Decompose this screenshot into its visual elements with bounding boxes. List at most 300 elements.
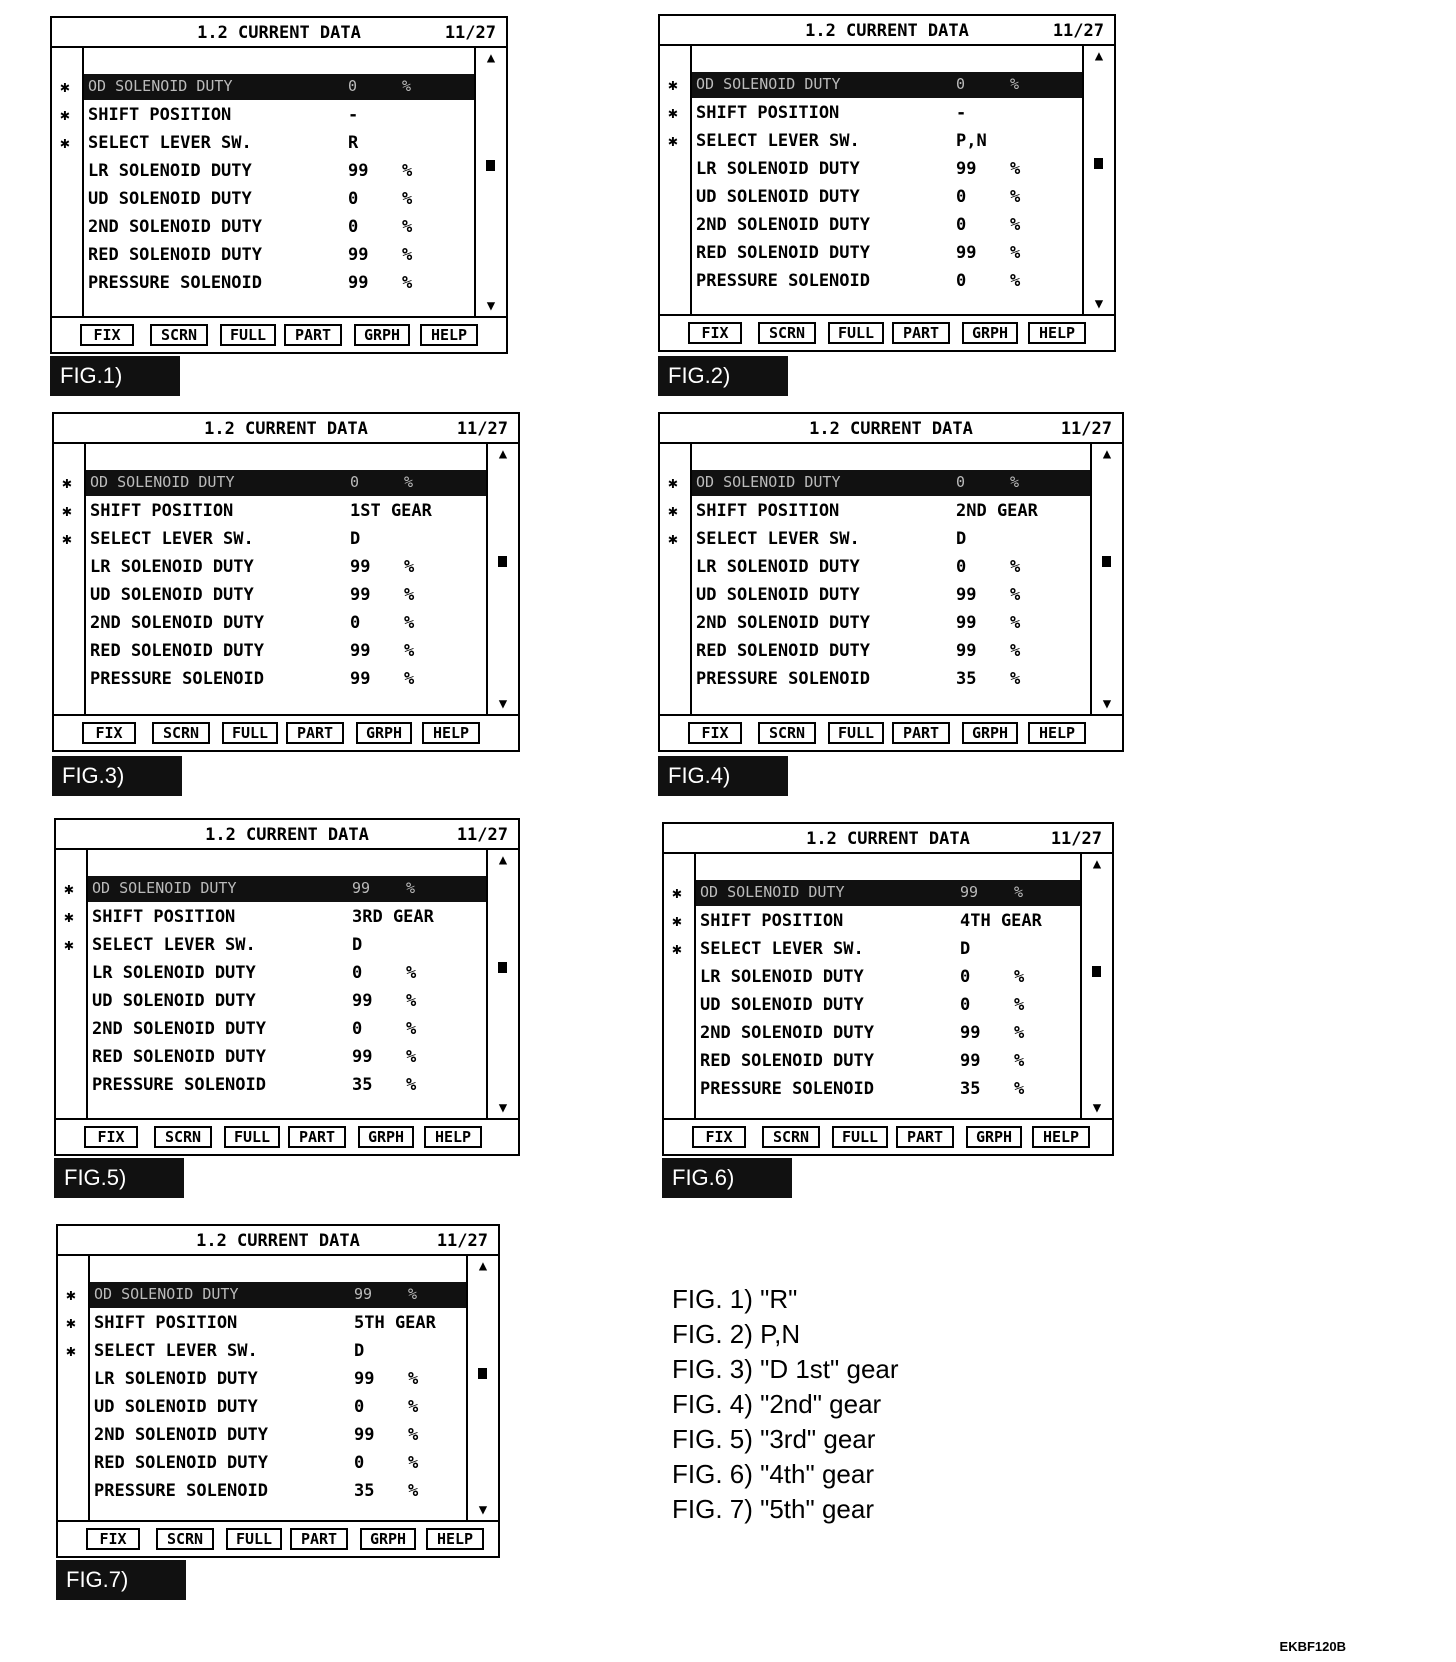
param-name: PRESSURE SOLENOID	[88, 273, 262, 293]
selected-data-row[interactable]	[692, 470, 1090, 496]
param-name: OD SOLENOID DUTY	[696, 473, 841, 491]
fkey-part-button[interactable]: PART	[892, 722, 950, 744]
data-row[interactable]	[88, 932, 486, 958]
data-row[interactable]	[692, 554, 1090, 580]
data-row[interactable]	[86, 610, 486, 636]
data-row[interactable]	[692, 128, 1082, 154]
param-unit: %	[1014, 995, 1025, 1015]
data-row[interactable]	[84, 102, 474, 128]
data-row[interactable]	[90, 1366, 466, 1392]
param-unit: %	[408, 1425, 419, 1445]
data-row[interactable]	[88, 960, 486, 986]
scroll-up-arrow-icon[interactable]: ▲	[1094, 48, 1104, 64]
fkey-scrn-button[interactable]: SCRN	[762, 1126, 820, 1148]
data-row[interactable]	[84, 214, 474, 240]
data-list	[86, 850, 488, 1118]
param-unit: %	[406, 1075, 417, 1095]
scrollbar[interactable]	[476, 48, 506, 316]
fkey-help-button[interactable]: HELP	[426, 1528, 484, 1550]
data-row[interactable]	[84, 186, 474, 212]
param-unit: %	[1010, 613, 1021, 633]
data-row[interactable]	[696, 964, 1080, 990]
legend-item: FIG. 4) "2nd" gear	[672, 1389, 882, 1419]
param-name: 2ND SOLENOID DUTY	[92, 1019, 266, 1039]
scroll-thumb[interactable]	[1094, 158, 1103, 169]
param-value: 99	[354, 1285, 373, 1303]
data-list	[690, 444, 1092, 714]
function-key-bar	[660, 314, 1114, 350]
scan-tool-screen	[662, 822, 1114, 1156]
data-row[interactable]	[692, 156, 1082, 182]
asterisk-marker-icon: ✱	[668, 473, 678, 492]
param-value: 0	[956, 75, 966, 93]
param-value: 0	[354, 1453, 365, 1473]
legend-item: FIG. 7) "5th" gear	[672, 1494, 874, 1524]
data-row[interactable]	[86, 666, 486, 692]
param-value: 0	[350, 613, 361, 633]
param-name: LR SOLENOID DUTY	[696, 557, 860, 577]
asterisk-marker-icon: ✱	[62, 501, 72, 520]
param-name: OD SOLENOID DUTY	[700, 883, 845, 901]
asterisk-marker-icon: ✱	[60, 133, 70, 152]
param-unit: %	[406, 963, 417, 983]
fkey-grph-button[interactable]: GRPH	[962, 322, 1018, 344]
param-name: UD SOLENOID DUTY	[696, 187, 860, 207]
param-name: PRESSURE SOLENOID	[696, 669, 870, 689]
param-name: SHIFT POSITION	[88, 105, 232, 125]
param-value: 99	[350, 585, 371, 605]
param-value: 35	[354, 1481, 375, 1501]
param-value: 0	[348, 217, 359, 237]
data-list	[82, 48, 476, 316]
screen-title-bar	[54, 414, 518, 444]
fkey-scrn-button[interactable]: SCRN	[758, 722, 816, 744]
function-key-bar	[58, 1520, 498, 1556]
param-name: OD SOLENOID DUTY	[92, 879, 237, 897]
param-unit: %	[404, 557, 415, 577]
data-row[interactable]	[86, 498, 486, 524]
param-name: RED SOLENOID DUTY	[88, 245, 262, 265]
param-value: -	[348, 105, 359, 125]
data-row[interactable]	[84, 242, 474, 268]
param-name: PRESSURE SOLENOID	[700, 1079, 874, 1099]
data-row[interactable]	[692, 184, 1082, 210]
fkey-scrn-button[interactable]: SCRN	[152, 722, 210, 744]
asterisk-marker-icon: ✱	[668, 75, 678, 94]
scrollbar[interactable]	[1092, 444, 1122, 714]
data-row[interactable]	[696, 1076, 1080, 1102]
data-row[interactable]	[90, 1422, 466, 1448]
param-unit: %	[1014, 967, 1025, 987]
data-row[interactable]	[88, 1072, 486, 1098]
scroll-up-arrow-icon[interactable]: ▲	[486, 50, 496, 66]
param-value: 99	[354, 1369, 375, 1389]
param-value: 99	[956, 585, 977, 605]
param-unit: %	[406, 991, 417, 1011]
asterisk-marker-icon: ✱	[62, 473, 72, 492]
data-row[interactable]	[86, 554, 486, 580]
param-unit: %	[1010, 215, 1021, 235]
screen-title: 1.2 CURRENT DATA	[806, 829, 970, 849]
param-value: 99	[350, 557, 371, 577]
scan-tool-screen	[54, 818, 520, 1156]
asterisk-marker-icon: ✱	[64, 907, 74, 926]
page-indicator: 11/27	[436, 1231, 488, 1251]
scroll-thumb[interactable]	[498, 962, 507, 973]
param-unit: %	[1014, 1023, 1025, 1043]
marker-column	[54, 444, 84, 714]
param-name: OD SOLENOID DUTY	[696, 75, 841, 93]
screen-title: 1.2 CURRENT DATA	[196, 1231, 360, 1251]
param-name: SELECT LEVER SW.	[88, 133, 252, 153]
param-unit: %	[408, 1285, 418, 1303]
data-row[interactable]	[90, 1450, 466, 1476]
fkey-part-button[interactable]: PART	[284, 324, 342, 346]
param-unit: %	[402, 77, 412, 95]
scroll-down-arrow-icon[interactable]: ▼	[486, 298, 496, 314]
param-name: PRESSURE SOLENOID	[94, 1481, 268, 1501]
asterisk-marker-icon: ✱	[668, 131, 678, 150]
data-row[interactable]	[696, 1048, 1080, 1074]
data-row[interactable]	[84, 130, 474, 156]
param-name: 2ND SOLENOID DUTY	[94, 1425, 268, 1445]
legend-item: FIG. 2) P,N	[672, 1319, 801, 1349]
param-value: 99	[956, 641, 977, 661]
param-value: 0	[350, 473, 360, 491]
fkey-part-button[interactable]: PART	[288, 1126, 346, 1148]
param-name: 2ND SOLENOID DUTY	[696, 215, 870, 235]
page-indicator: 11/27	[1050, 829, 1102, 849]
param-unit: %	[1010, 669, 1021, 689]
scroll-thumb[interactable]	[1092, 966, 1101, 977]
scroll-up-arrow-icon[interactable]: ▲	[1102, 446, 1112, 462]
fkey-fix-button[interactable]: FIX	[688, 722, 742, 744]
param-value: P,N	[956, 131, 987, 151]
asterisk-marker-icon: ✱	[60, 77, 70, 96]
marker-column	[52, 48, 82, 316]
param-name: SELECT LEVER SW.	[90, 529, 254, 549]
param-name: PRESSURE SOLENOID	[90, 669, 264, 689]
param-value: 0	[348, 189, 359, 209]
fkey-help-button[interactable]: HELP	[1032, 1126, 1090, 1148]
scroll-thumb[interactable]	[478, 1368, 487, 1379]
param-name: SELECT LEVER SW.	[92, 935, 256, 955]
fkey-grph-button[interactable]: GRPH	[354, 324, 410, 346]
param-value: 0	[956, 187, 967, 207]
data-row[interactable]	[692, 666, 1090, 692]
fkey-scrn-button[interactable]: SCRN	[154, 1126, 212, 1148]
function-key-bar	[54, 714, 518, 750]
fkey-full-button[interactable]: FULL	[828, 322, 884, 344]
param-name: LR SOLENOID DUTY	[94, 1369, 258, 1389]
param-name: SHIFT POSITION	[94, 1313, 238, 1333]
fkey-full-button[interactable]: FULL	[220, 324, 276, 346]
param-name: SHIFT POSITION	[92, 907, 236, 927]
fkey-fix-button[interactable]: FIX	[82, 722, 136, 744]
fkey-scrn-button[interactable]: SCRN	[150, 324, 208, 346]
param-value: 99	[352, 991, 373, 1011]
figure-label: FIG.5)	[54, 1158, 184, 1198]
fkey-full-button[interactable]: FULL	[224, 1126, 280, 1148]
param-value: 35	[352, 1075, 373, 1095]
data-row[interactable]	[692, 610, 1090, 636]
fkey-fix-button[interactable]: FIX	[688, 322, 742, 344]
fkey-grph-button[interactable]: GRPH	[356, 722, 412, 744]
param-value: 0	[956, 473, 966, 491]
data-row[interactable]	[692, 212, 1082, 238]
fkey-grph-button[interactable]: GRPH	[966, 1126, 1022, 1148]
scrollbar[interactable]	[1084, 46, 1114, 314]
param-name: PRESSURE SOLENOID	[92, 1075, 266, 1095]
fkey-help-button[interactable]: HELP	[422, 722, 480, 744]
selected-data-row[interactable]	[86, 470, 486, 496]
param-value: 99	[960, 1023, 981, 1043]
param-name: SELECT LEVER SW.	[696, 529, 860, 549]
asterisk-marker-icon: ✱	[66, 1341, 76, 1360]
fkey-help-button[interactable]: HELP	[1028, 722, 1086, 744]
screen-title-bar	[664, 824, 1112, 854]
marker-column	[660, 46, 690, 314]
scrollbar[interactable]	[488, 850, 518, 1118]
param-unit: %	[408, 1397, 419, 1417]
param-value: 0	[960, 967, 971, 987]
data-row[interactable]	[90, 1394, 466, 1420]
param-value: 99	[350, 641, 371, 661]
param-name: SELECT LEVER SW.	[94, 1341, 258, 1361]
selected-data-row[interactable]	[84, 74, 474, 100]
legend-item: FIG. 3) "D 1st" gear	[672, 1354, 899, 1384]
fkey-part-button[interactable]: PART	[896, 1126, 954, 1148]
data-row[interactable]	[692, 526, 1090, 552]
param-name: UD SOLENOID DUTY	[700, 995, 864, 1015]
fkey-grph-button[interactable]: GRPH	[358, 1126, 414, 1148]
param-unit: %	[1010, 75, 1020, 93]
param-value: D	[354, 1341, 365, 1361]
data-row[interactable]	[696, 1020, 1080, 1046]
param-unit: %	[1010, 473, 1020, 491]
fkey-full-button[interactable]: FULL	[832, 1126, 888, 1148]
figure-label: FIG.4)	[658, 756, 788, 796]
screen-title-bar	[56, 820, 518, 850]
param-name: RED SOLENOID DUTY	[92, 1047, 266, 1067]
scroll-down-arrow-icon[interactable]: ▼	[498, 1100, 508, 1116]
fkey-full-button[interactable]: FULL	[222, 722, 278, 744]
data-row[interactable]	[692, 582, 1090, 608]
param-value: 0	[956, 271, 967, 291]
data-row[interactable]	[88, 1044, 486, 1070]
fkey-fix-button[interactable]: FIX	[84, 1126, 138, 1148]
fkey-help-button[interactable]: HELP	[420, 324, 478, 346]
figure-label: FIG.6)	[662, 1158, 792, 1198]
scan-tool-screen	[52, 412, 520, 752]
fkey-help-button[interactable]: HELP	[424, 1126, 482, 1148]
figure-label: FIG.2)	[658, 356, 788, 396]
param-name: 2ND SOLENOID DUTY	[90, 613, 264, 633]
fkey-fix-button[interactable]: FIX	[80, 324, 134, 346]
data-row[interactable]	[88, 904, 486, 930]
param-unit: %	[408, 1369, 419, 1389]
param-value: 99	[960, 1051, 981, 1071]
param-value: D	[956, 529, 967, 549]
scroll-thumb[interactable]	[1102, 556, 1111, 567]
scan-tool-screen	[56, 1224, 500, 1558]
selected-data-row[interactable]	[692, 72, 1082, 98]
param-unit: %	[402, 189, 413, 209]
data-list	[88, 1256, 468, 1520]
asterisk-marker-icon: ✱	[668, 529, 678, 548]
param-unit: %	[1010, 585, 1021, 605]
param-name: SHIFT POSITION	[696, 501, 840, 521]
param-unit: %	[402, 217, 413, 237]
data-row[interactable]	[86, 582, 486, 608]
param-unit: %	[406, 879, 416, 897]
asterisk-marker-icon: ✱	[668, 501, 678, 520]
data-row[interactable]	[692, 498, 1090, 524]
asterisk-marker-icon: ✱	[668, 103, 678, 122]
scroll-up-arrow-icon[interactable]: ▲	[498, 852, 508, 868]
param-value: -	[956, 103, 967, 123]
data-row[interactable]	[90, 1478, 466, 1504]
data-row[interactable]	[90, 1338, 466, 1364]
legend-item: FIG. 6) "4th" gear	[672, 1459, 874, 1489]
marker-column	[660, 444, 690, 714]
data-row[interactable]	[692, 240, 1082, 266]
param-value: 99	[348, 161, 369, 181]
data-row[interactable]	[696, 992, 1080, 1018]
screen-title: 1.2 CURRENT DATA	[809, 419, 973, 439]
param-name: LR SOLENOID DUTY	[90, 557, 254, 577]
fkey-fix-button[interactable]: FIX	[86, 1528, 140, 1550]
fkey-help-button[interactable]: HELP	[1028, 322, 1086, 344]
scrollbar[interactable]	[488, 444, 518, 714]
param-unit: %	[1010, 641, 1021, 661]
asterisk-marker-icon: ✱	[64, 879, 74, 898]
scrollbar[interactable]	[468, 1256, 498, 1520]
scroll-thumb[interactable]	[486, 160, 495, 171]
fkey-full-button[interactable]: FULL	[828, 722, 884, 744]
fkey-scrn-button[interactable]: SCRN	[758, 322, 816, 344]
param-name: UD SOLENOID DUTY	[88, 189, 252, 209]
scroll-thumb[interactable]	[498, 556, 507, 567]
scan-tool-screen	[658, 14, 1116, 352]
fkey-part-button[interactable]: PART	[286, 722, 344, 744]
screen-title-bar	[660, 414, 1122, 444]
param-value: 3RD GEAR	[352, 907, 434, 927]
data-row[interactable]	[90, 1310, 466, 1336]
asterisk-marker-icon: ✱	[60, 105, 70, 124]
param-unit: %	[404, 613, 415, 633]
scroll-down-arrow-icon[interactable]: ▼	[478, 1502, 488, 1518]
param-name: RED SOLENOID DUTY	[94, 1453, 268, 1473]
param-value: 99	[956, 243, 977, 263]
param-value: 0	[956, 215, 967, 235]
param-value: 35	[956, 669, 977, 689]
scroll-down-arrow-icon[interactable]: ▼	[498, 696, 508, 712]
scroll-up-arrow-icon[interactable]: ▲	[1092, 856, 1102, 872]
param-name: SHIFT POSITION	[90, 501, 234, 521]
param-value: 35	[960, 1079, 981, 1099]
function-key-bar	[664, 1118, 1112, 1154]
scroll-down-arrow-icon[interactable]: ▼	[1092, 1100, 1102, 1116]
param-name: RED SOLENOID DUTY	[696, 243, 870, 263]
param-value: 99	[956, 159, 977, 179]
param-name: 2ND SOLENOID DUTY	[700, 1023, 874, 1043]
selected-data-row[interactable]	[696, 880, 1080, 906]
param-value: 0	[352, 1019, 363, 1039]
param-name: LR SOLENOID DUTY	[92, 963, 256, 983]
data-row[interactable]	[692, 638, 1090, 664]
page-indicator: 11/27	[456, 419, 508, 439]
param-name: OD SOLENOID DUTY	[94, 1285, 239, 1303]
param-value: 99	[956, 613, 977, 633]
param-unit: %	[402, 273, 413, 293]
scroll-down-arrow-icon[interactable]: ▼	[1102, 696, 1112, 712]
param-unit: %	[1014, 1079, 1025, 1099]
data-row[interactable]	[696, 936, 1080, 962]
screen-title-bar	[58, 1226, 498, 1256]
fkey-part-button[interactable]: PART	[892, 322, 950, 344]
fkey-fix-button[interactable]: FIX	[692, 1126, 746, 1148]
scroll-up-arrow-icon[interactable]: ▲	[478, 1258, 488, 1274]
data-row[interactable]	[84, 270, 474, 296]
scroll-up-arrow-icon[interactable]: ▲	[498, 446, 508, 462]
param-name: 2ND SOLENOID DUTY	[88, 217, 262, 237]
scroll-down-arrow-icon[interactable]: ▼	[1094, 296, 1104, 312]
param-name: UD SOLENOID DUTY	[90, 585, 254, 605]
data-row[interactable]	[84, 158, 474, 184]
param-unit: %	[1014, 883, 1024, 901]
figure-label: FIG.1)	[50, 356, 180, 396]
screen-title: 1.2 CURRENT DATA	[805, 21, 969, 41]
fkey-grph-button[interactable]: GRPH	[962, 722, 1018, 744]
data-row[interactable]	[88, 1016, 486, 1042]
screen-title: 1.2 CURRENT DATA	[197, 23, 361, 43]
function-key-bar	[660, 714, 1122, 750]
scrollbar[interactable]	[1082, 854, 1112, 1118]
scan-tool-screen	[50, 16, 508, 354]
fkey-full-button[interactable]: FULL	[226, 1528, 282, 1550]
param-unit: %	[406, 1019, 417, 1039]
data-row[interactable]	[692, 100, 1082, 126]
param-value: 0	[960, 995, 971, 1015]
screen-title-bar	[52, 18, 506, 48]
param-unit: %	[404, 641, 415, 661]
data-row[interactable]	[88, 988, 486, 1014]
param-name: PRESSURE SOLENOID	[696, 271, 870, 291]
param-value: D	[352, 935, 363, 955]
param-name: LR SOLENOID DUTY	[88, 161, 252, 181]
data-row[interactable]	[696, 908, 1080, 934]
param-unit: %	[1010, 159, 1021, 179]
marker-column	[664, 854, 694, 1118]
fkey-part-button[interactable]: PART	[290, 1528, 348, 1550]
asterisk-marker-icon: ✱	[66, 1285, 76, 1304]
document-code: EKBF120B	[1279, 1639, 1346, 1654]
fkey-grph-button[interactable]: GRPH	[360, 1528, 416, 1550]
data-list	[694, 854, 1082, 1118]
data-row[interactable]	[692, 268, 1082, 294]
param-name: SHIFT POSITION	[696, 103, 840, 123]
param-value: 4TH GEAR	[960, 911, 1042, 931]
asterisk-marker-icon: ✱	[672, 911, 682, 930]
data-list	[690, 46, 1084, 314]
selected-data-row[interactable]	[88, 876, 486, 902]
page-indicator: 11/27	[1060, 419, 1112, 439]
data-row[interactable]	[86, 526, 486, 552]
selected-data-row[interactable]	[90, 1282, 466, 1308]
fkey-scrn-button[interactable]: SCRN	[156, 1528, 214, 1550]
data-row[interactable]	[86, 638, 486, 664]
